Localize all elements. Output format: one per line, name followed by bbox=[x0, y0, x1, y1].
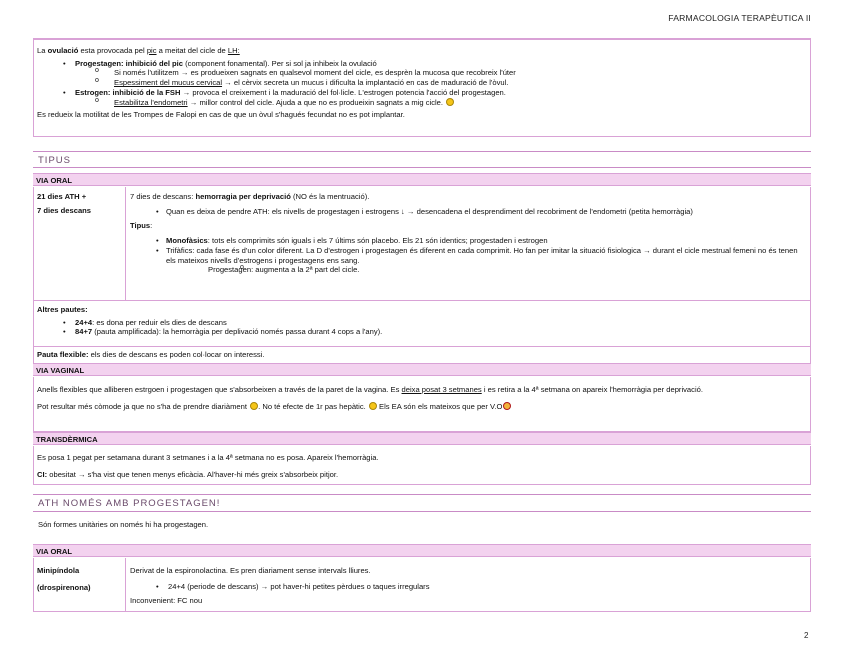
list-item bbox=[37, 318, 807, 328]
text: obesitat → s'ha vist que tenen menys eficàcia. Al'haver-hi més greix s'absorbeix pitjor. bbox=[49, 469, 339, 479]
section-title: ATH NOMÉS AMB PROGESTAGEN! bbox=[38, 498, 221, 509]
text: Quan es deixa de pendre ATH: els nivells de progestagen i estrogens ↓ → bbox=[166, 206, 415, 216]
row-label bbox=[34, 187, 126, 300]
list bbox=[130, 236, 806, 275]
list-item bbox=[37, 98, 807, 108]
text: hemorragia per deprivació bbox=[195, 192, 291, 201]
text: Pauta flexible: bbox=[37, 350, 89, 359]
list-item bbox=[37, 88, 807, 98]
text: Espessiment del mucus cervical bbox=[114, 78, 223, 88]
list-item bbox=[130, 246, 806, 265]
text: La bbox=[37, 46, 46, 55]
text: (component fonamental). Per si sol ja inhibeix la ovulació bbox=[185, 58, 377, 68]
text: deixa posat 3 setmanes bbox=[401, 385, 482, 394]
text: : tots els comprimits són iguals i els 7 últims són placebo. Els 21 són identics; progestaden i estrogen bbox=[207, 236, 548, 246]
text: 24+4 (periode de descans) → pot haver-hi petites pèrdues o taques irregulars bbox=[168, 581, 430, 591]
list-item bbox=[37, 327, 807, 337]
text: els dies de descans es poden col·locar on interessi. bbox=[90, 350, 265, 359]
text-line bbox=[130, 192, 806, 202]
text: Monofàsics bbox=[166, 236, 208, 246]
intro-line bbox=[37, 46, 807, 56]
list-item bbox=[37, 68, 807, 78]
text: pic bbox=[146, 46, 157, 55]
table-row bbox=[33, 301, 811, 347]
text: Progestagen: inhibició del pic bbox=[75, 58, 184, 68]
text: Derivat de la espironolactina. Es pren diariament sense intervals lliures. bbox=[130, 566, 371, 575]
row-content bbox=[34, 347, 810, 363]
list-item bbox=[37, 78, 807, 88]
list bbox=[37, 318, 807, 337]
text: → provoca el creixement i la maduració del fol·licle. L'estrogen potencia l'acció del progestagen. bbox=[182, 87, 506, 97]
divider bbox=[33, 167, 811, 168]
text: Es posa 1 pegat per setamana durant 3 setmanes i a la 4ª setmana no es posa. Apareix l'hemorràgia. bbox=[37, 453, 379, 462]
divider bbox=[33, 511, 811, 512]
page-header: FARMACOLOGIA TERAPÈUTICA II bbox=[668, 13, 811, 23]
text: LH: bbox=[227, 46, 240, 55]
text: Ho fan per imitar la situació fisiologica → bbox=[513, 245, 651, 255]
smiley-icon bbox=[250, 402, 258, 410]
row-content bbox=[126, 558, 810, 611]
table-row bbox=[33, 446, 811, 485]
text: : es dona per reduir els dies de descans bbox=[92, 317, 227, 327]
text: 7 dies de descans: bbox=[130, 192, 194, 201]
divider bbox=[33, 151, 811, 152]
list-item bbox=[130, 236, 806, 246]
band-heading: VIA ORAL bbox=[33, 173, 811, 186]
text: Anells flexibles que alliberen estrgoen i progestagen que s'absorbeixen a través de la paret de la vagina. Es bbox=[37, 385, 400, 394]
text: (drospirenona) bbox=[37, 582, 91, 592]
text: Inconvenient: FC nou bbox=[130, 596, 203, 606]
row-label bbox=[34, 558, 126, 611]
text: → millor control del cicle. Ajuda a que no es produeixin sagnats a mig cicle. bbox=[189, 97, 444, 107]
sad-face-icon bbox=[503, 402, 511, 410]
divider bbox=[33, 494, 811, 495]
text: → el cèrvix secreta un mucus i dificulta la implantació en cas de maduració de l'òvul. bbox=[224, 78, 509, 88]
band-heading: VIA ORAL bbox=[33, 544, 811, 557]
text: i es retira a la 4ª setmana on apareix l'hemorràgia per deprivació. bbox=[483, 385, 703, 394]
text: Pot resultar més còmode ja que no s'ha de prendre diariàment bbox=[37, 401, 247, 411]
text: (pauta amplificada): la hemorràgia per deplivació només passa durant 4 cops a l'any). bbox=[94, 327, 383, 337]
list-item bbox=[37, 59, 807, 69]
table-row bbox=[33, 347, 811, 364]
table-row bbox=[33, 377, 811, 432]
text: CI: bbox=[37, 469, 48, 479]
text: Estabilitza l'endometri bbox=[114, 97, 188, 107]
smiley-icon bbox=[446, 98, 454, 106]
band-heading: TRANSDÈRMICA bbox=[33, 432, 811, 445]
section-title: TIPUS bbox=[38, 155, 71, 166]
table-row bbox=[33, 187, 811, 301]
text-line bbox=[37, 402, 807, 412]
text: esta provocada pel bbox=[80, 46, 145, 55]
text: Si només l'utilitzem → es produeixen sagnats en qualsevol moment del cicle, es desprèn la mucosa que recobreix l'úter bbox=[114, 68, 516, 78]
subtitle: Són formes unitàries on només hi ha progestagen. bbox=[38, 520, 209, 529]
table-row bbox=[33, 558, 811, 612]
text-line bbox=[37, 385, 807, 395]
text: Tipus bbox=[130, 221, 151, 231]
text-line bbox=[37, 470, 807, 480]
text: (NO és la mentruació). bbox=[292, 192, 370, 201]
text: Minipíndola bbox=[37, 566, 80, 575]
row-content bbox=[34, 377, 810, 414]
text: Progestagen: augmenta a la 2ª part del cicle. bbox=[208, 265, 360, 275]
list-item bbox=[130, 582, 806, 592]
text: Els EA són els mateixos que per V.O bbox=[379, 401, 503, 411]
text: 24+4 bbox=[75, 317, 93, 327]
row-content bbox=[126, 187, 810, 280]
text-line bbox=[130, 221, 806, 231]
intro-list bbox=[37, 59, 807, 108]
text: ovulació bbox=[47, 46, 79, 55]
text: : bbox=[150, 221, 153, 231]
text: . No té efecte de 1r pas hepàtic. bbox=[258, 401, 366, 411]
band-heading: VIA VAGINAL bbox=[33, 363, 811, 376]
list bbox=[130, 582, 806, 592]
text: 84+7 bbox=[75, 327, 93, 337]
text: 7 dies descans bbox=[37, 205, 92, 215]
text: Es redueix la motilitat de les Trompes de Falopi en cas de que un òvul s'hagués fecundat no es pot implantar. bbox=[37, 110, 405, 120]
row-content bbox=[34, 446, 810, 482]
text: a meitat del cicle de bbox=[158, 46, 226, 55]
list-item bbox=[130, 207, 806, 217]
list-item bbox=[130, 265, 806, 275]
text: durant el cicle mestrual femeni no és tenen els mateixos nivells d'estrogens i progestagens ens sang. bbox=[166, 245, 798, 265]
text: Trifàfics: cada fase és d'un color diferent. La D d'estrogen i progestagen és diferent en cada comprimit. bbox=[166, 245, 512, 255]
list bbox=[130, 207, 806, 217]
intro-box bbox=[33, 38, 811, 137]
text: Altres pautes: bbox=[37, 305, 88, 314]
page-number: 2 bbox=[804, 631, 809, 640]
text: Estrogen: inhibició de la FSH bbox=[75, 87, 181, 97]
text: desencadena el desprendiment del recobriment de l'endometri bbox=[416, 206, 627, 216]
smiley-icon bbox=[369, 402, 377, 410]
text: (petita hemorràgia) bbox=[628, 206, 693, 216]
text: 21 dies ATH + bbox=[37, 192, 87, 201]
row-content bbox=[34, 301, 810, 340]
